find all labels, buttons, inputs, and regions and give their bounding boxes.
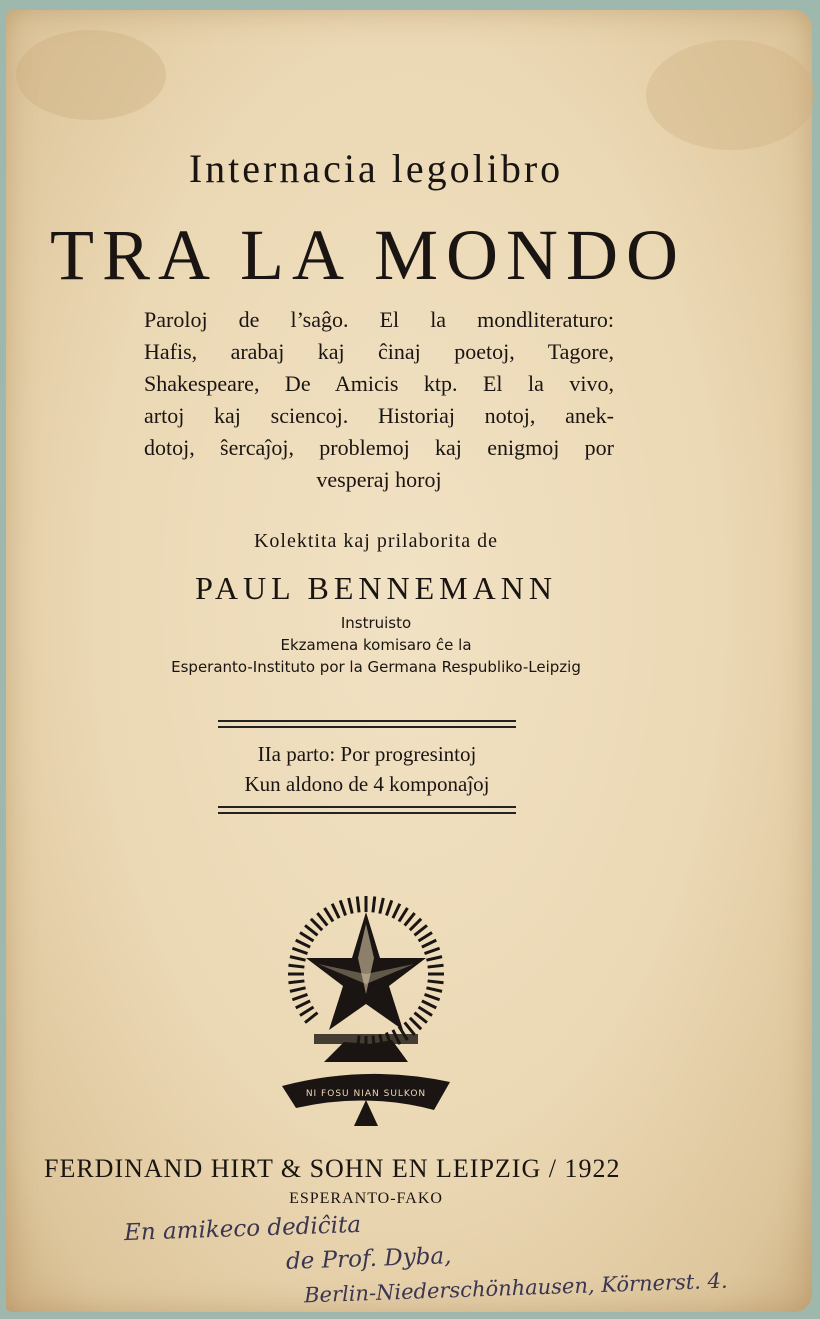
description-line: Paroloj de l’saĝo. El la mondliteraturo: [144, 307, 614, 332]
description-line: artoj kaj sciencoj. Historiaj notoj, anek- [144, 403, 614, 428]
emblem-ray [288, 965, 304, 967]
author-institute: Esperanto-Instituto por la Germana Respubliko-Leipzig [171, 658, 581, 676]
publisher: FERDINAND HIRT & SOHN EN LEIPZIG / 1922 [44, 1154, 621, 1183]
emblem-ray [393, 904, 400, 918]
emblem-ray [325, 908, 334, 922]
description-line: Hafis, arabaj kaj ĉinaj poetoj, Tagore, [144, 339, 614, 364]
emblem-ray [405, 1022, 415, 1035]
inscription-line: En amikeco dediĉita [123, 1211, 362, 1247]
emblem-ray [292, 948, 307, 953]
book-title: TRA LA MONDO [50, 215, 687, 295]
star-emblem-icon [274, 894, 458, 1134]
inscription-line: Berlin-Niederschönhausen, Körnerst. 4. [303, 1268, 728, 1308]
emblem-ray [386, 900, 391, 915]
paper-stain [16, 30, 166, 120]
emblem-ray [428, 965, 444, 967]
divider-rule [218, 812, 516, 814]
description-line: dotoj, ŝercaĵoj, problemoj kaj enigmoj por [144, 435, 614, 460]
emblem-ray [357, 896, 359, 912]
description-line: vesperaj horoj [316, 467, 442, 492]
description-line: Shakespeare, De Amicis ktp. El la vivo, [144, 371, 614, 396]
part-heading: IIa parto: Por progresintoj [257, 742, 477, 766]
part-subheading: Kun aldono de 4 komponaĵoj [244, 772, 490, 796]
emblem-ray [418, 1007, 432, 1016]
divider-rule [218, 720, 516, 722]
author-role: Instruisto [340, 614, 412, 632]
title-page [6, 10, 812, 1312]
emblem-ray [311, 919, 322, 930]
emblem-ray [332, 904, 339, 918]
author-name: PAUL BENNEMANN [195, 570, 557, 606]
emblem-ray [425, 948, 440, 953]
paper-stain [646, 40, 816, 150]
emblem-ray [317, 913, 327, 926]
emblem-ray [305, 925, 318, 935]
emblem-ray [418, 933, 432, 942]
divider-rule [218, 806, 516, 808]
emblem-ray [340, 900, 345, 915]
emblem-ray [410, 1018, 421, 1029]
emblem-ray [305, 1013, 318, 1023]
emblem-ray [414, 925, 427, 935]
book-description [144, 304, 614, 496]
emblem-ray [296, 1001, 310, 1008]
publisher-department: ESPERANTO-FAKO [289, 1190, 443, 1207]
emblem-ray [300, 1007, 314, 1016]
emblem-ray [399, 908, 408, 922]
emblem-ray [405, 913, 415, 926]
emblem-ray [349, 898, 353, 914]
emblem-ray [426, 957, 442, 961]
emblem-ray [373, 896, 375, 912]
emblem-ray [422, 940, 436, 947]
emblem-ray [292, 994, 307, 999]
emblem-ray [290, 988, 306, 992]
collected-by: Kolektita kaj prilaborita de [253, 530, 499, 552]
divider-rule [218, 726, 516, 728]
emblem-ray [296, 940, 310, 947]
emblem-ray [414, 1013, 427, 1023]
emblem-ray [422, 1001, 436, 1008]
emblem-ray [300, 933, 314, 942]
emblem-ray [425, 994, 440, 999]
emblem-ray [426, 988, 442, 992]
emblem-ray [288, 981, 304, 983]
emblem-ray [380, 898, 384, 914]
book-kicker: Internacia legolibro [188, 146, 564, 191]
inscription-line: de Prof. Dyba, [285, 1243, 452, 1275]
emblem-ray [428, 981, 444, 983]
emblem-motto: NI FOSU NIAN SULKON [305, 1089, 427, 1099]
emblem-ray [410, 919, 421, 930]
author-title: Ekzamena komisaro ĉe la [280, 636, 472, 654]
emblem-ray [290, 957, 306, 961]
